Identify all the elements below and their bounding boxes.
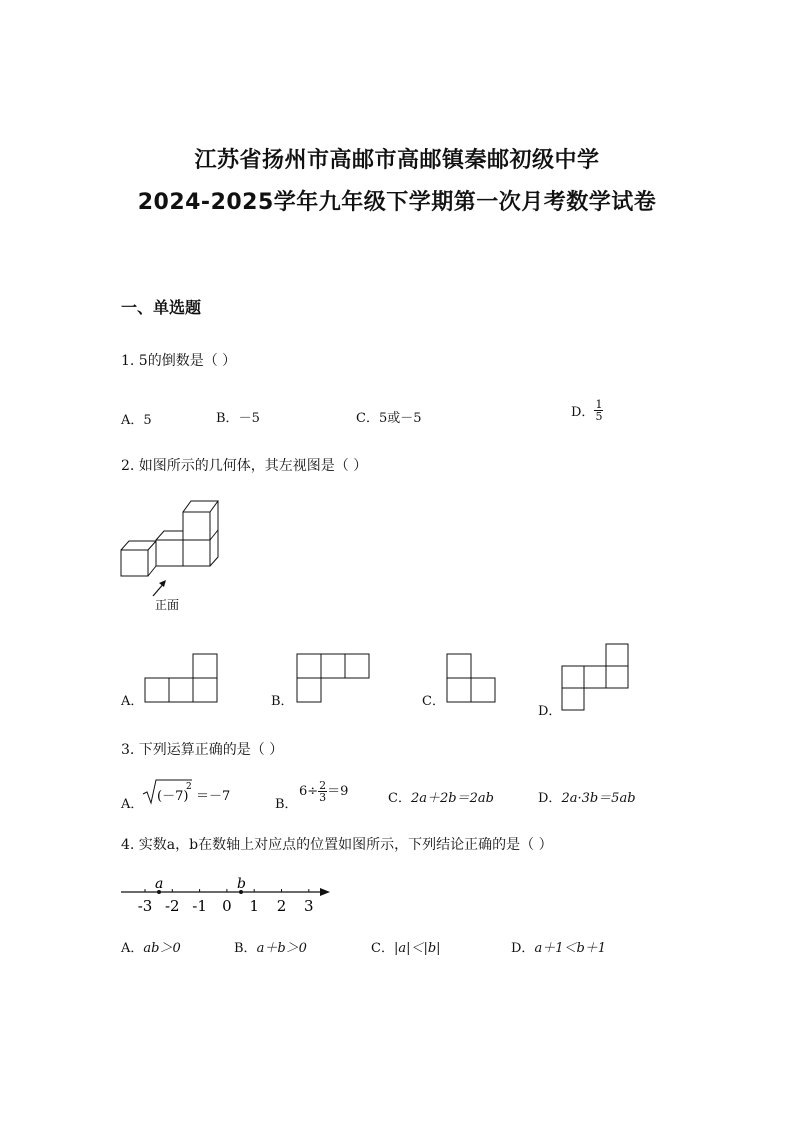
q4-option-c [371,937,441,956]
q1-b-text: －5 [238,411,260,426]
point-b-label: b [237,876,246,892]
q1-b-label: B． [216,411,239,426]
number-line-tick-label: -3 [137,897,153,915]
q4-c-label: C． [371,941,394,956]
cube-edge-3 [210,530,218,540]
q4-option-a [121,937,181,956]
q4-c-text: |a|＜|b| [393,941,441,956]
number-line-arrow [320,888,330,896]
q3-option-a-expr [140,776,240,806]
front-arrow-head [159,580,166,587]
cube-front-1 [121,550,148,576]
q1-c-label: C． [356,411,379,426]
cube-edge-2 [148,566,156,576]
q4-d-text: a＋1＜b＋1 [534,941,607,956]
q3-a-inner: (－7) [157,789,189,804]
q3-d-label: D． [538,791,562,806]
title-line-1: 江苏省扬州市高邮市高邮镇秦邮初级中学 [194,148,600,173]
q2-d-label: D． [538,704,562,719]
q2-solid-figure [115,495,225,615]
q4-a-text: ab＞0 [143,941,181,956]
q4-option-b [234,937,307,956]
q3-option-b-expr [299,780,348,803]
q3-c-text: 2a＋2b＝2ab [410,791,494,806]
q3-c-label: C． [388,791,411,806]
q4-b-text: a＋b＞0 [256,941,307,956]
q3-stem: 3. 下列运算正确的是（ ） [121,742,284,758]
point-a-label: a [155,876,164,892]
q2-option-b-figure [295,652,373,704]
title-line-2: 2024-2025学年九年级下学期第一次月考数学试卷 [137,190,657,215]
q4-option-d [511,937,606,956]
cube-front-4 [183,512,210,540]
q4-d-label: D． [511,941,535,956]
q2-option-a-figure [143,652,221,704]
q3-b-fraction [318,780,327,803]
q2-b-label: B． [271,694,294,709]
cube-top-1 [121,541,156,550]
cube-top-2 [156,531,183,540]
q3-b-den: 3 [319,791,327,804]
q4-a-label: A． [121,941,144,956]
q2-a-label: A． [121,694,144,709]
q2-stem: 2. 如图所示的几何体，其左视图是（ ） [121,458,368,474]
q3-b-num: 2 [319,779,327,792]
section-title: 一、单选题 [121,298,202,317]
q3-b-pre: 6÷ [299,784,319,799]
cube-top-4 [183,501,218,512]
q1-c-text: 5或－5 [378,411,422,426]
q1-option-d [571,399,603,422]
number-line-tick-label: -1 [192,897,207,915]
q2-option-d-figure [560,643,632,715]
q1-option-b [216,407,260,426]
cube-edge-1 [148,541,156,550]
q4-b-label: B． [234,941,257,956]
number-line-tick-label: 1 [249,897,259,915]
q3-a-label: A． [121,797,144,812]
q1-option-a [121,409,152,428]
q1-d-den: 5 [595,410,603,423]
q4-stem: 4. 实数a，b在数轴上对应点的位置如图所示，下列结论正确的是（ ） [121,837,553,853]
q3-a-rhs: ＝－7 [196,789,231,804]
q3-b-label: B． [275,797,298,812]
q4-number-line [118,872,334,916]
q3-d-text: 2a·3b＝5ab [561,791,636,806]
q1-a-label: A． [121,413,144,428]
cube-front-2 [156,540,183,566]
q3-option-c [388,787,494,806]
number-line-tick-label: 3 [304,897,314,915]
q2-option-c-figure [445,652,499,704]
q1-stem: 1. 5的倒数是（ ） [121,353,237,369]
q1-a-text: 5 [143,413,152,428]
q1-d-fraction [594,399,603,422]
q3-option-d [538,787,636,806]
q2-c-label: C． [422,694,445,709]
number-line-tick-label: 0 [222,897,232,915]
q1-option-c [356,407,422,426]
number-line-tick-label: 2 [276,897,287,915]
q3-a-exp: 2 [186,782,192,792]
cube-front-3 [183,540,210,566]
q3-b-rhs: ＝9 [327,784,349,799]
q1-d-num: 1 [595,398,603,411]
front-label: 正面 [155,598,180,612]
q1-d-label: D． [571,405,595,420]
number-line-tick-label: -2 [164,897,180,915]
